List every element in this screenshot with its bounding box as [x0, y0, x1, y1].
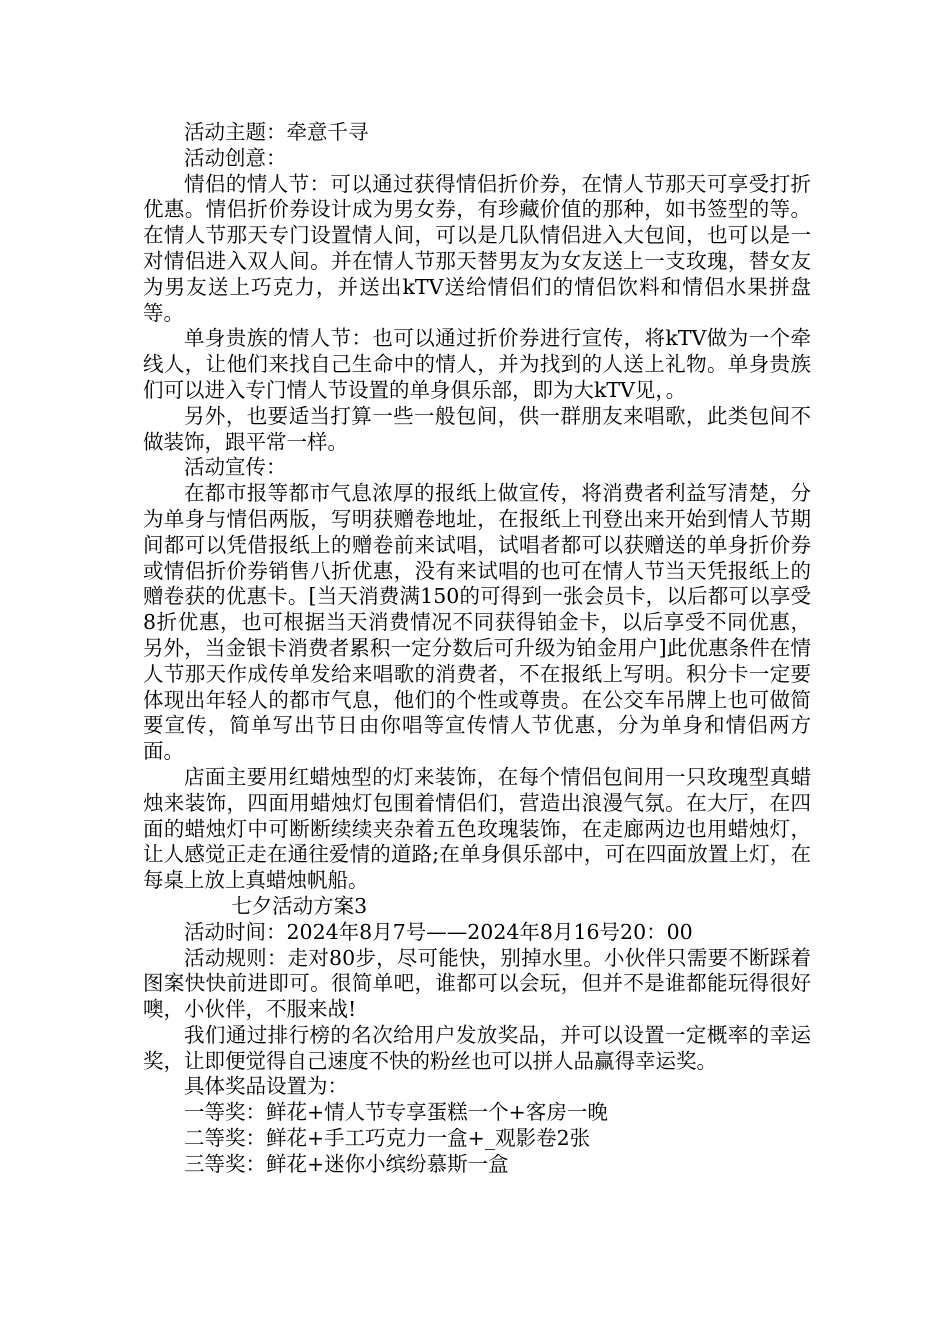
- ranking-paragraph: 我们通过排行榜的名次给用户发放奖品，并可以设置一定概率的幸运奖，让即便觉得自己速度不快的粉丝也可以拼人品赢得幸运奖。: [143, 1022, 811, 1073]
- first-prize: 一等奖：鲜花+情人节专享蛋糕一个+客房一晚: [184, 1100, 608, 1125]
- third-prize: 三等奖：鲜花+迷你小缤纷慕斯一盒: [184, 1151, 509, 1176]
- activity-idea-heading: 活动创意：: [184, 145, 287, 170]
- couple-valentine-paragraph: 情侣的情人节：可以通过获得情侣折价券，在情人节那天可享受打折优惠。情侣折价券设计成为男女券，有珍藏价值的那种，如书签型的等。在情人节那天专门设置情人间，可以是几队情侣进入大包间，也可以是一对情侣进入双人间。并在情人节那天替男友为女友送上一支玫瑰，替女友为男友送上巧克力，并送出kTV送给情侣们的情侣饮料和情侣水果拼盘等。: [143, 171, 811, 325]
- activity-theme: 活动主题：牵意千寻: [184, 120, 369, 144]
- activity-promo-heading: 活动宣传：: [184, 455, 287, 480]
- activity-rules-paragraph: 活动规则：走对80步，尽可能快，别掉水里。小伙伴只需要不断踩着图案快快前进即可。很简单吧，谁都可以会玩，但并不是谁都能玩得很好噢，小伙伴，不服来战!: [143, 945, 811, 1022]
- single-valentine-paragraph: 单身贵族的情人节：也可以通过折价券进行宣传，将kTV做为一个牵线人，让他们来找自己生命中的情人，并为找到的人送上礼物。单身贵族们可以进入专门情人节设置的单身俱乐部，即为大kTV见，。: [143, 326, 811, 402]
- second-prize: 二等奖：鲜花+手工巧克力一盒+_观影卷2张: [184, 1126, 591, 1151]
- promo-paragraph: 在都市报等都市气息浓厚的报纸上做宣传，将消费者利益写清楚，分为单身与情侣两版，写明获赠卷地址，在报纸上刊登出来开始到情人节期间都可以凭借报纸上的赠卷前来试唱，试唱者都可以获赠送的单身折价券或情侣折价券销售八折优惠，没有来试唱的也可在情人节当天凭报纸上的赠卷获的优惠卡。[当天消费满150的可得到一张会员卡，以后都可以享受8折优惠，也可根据当天消费情况不同获得铂金卡，以后享受不同优惠，另外，当金银卡消费者累积一定分数后可升级为铂金用户]此优惠条件在情人节那天作成传单发给来唱歌的消费者，不在报纸上写明。积分卡一定要体现出年轻人的都市气息，他们的个性或尊贵。在公交车吊牌上也可做简要宣传，简单写出节日由你唱等宣传情人节优惠，分为单身和情侣两方面。: [143, 481, 811, 764]
- general-room-paragraph: 另外，也要适当打算一些一般包间，供一群朋友来唱歌，此类包间不做装饰，跟平常一样。: [143, 403, 811, 454]
- plan3-heading: 七夕活动方案3: [231, 893, 368, 918]
- prizes-heading: 具体奖品设置为：: [184, 1074, 348, 1099]
- decoration-paragraph: 店面主要用红蜡烛型的灯来装饰，在每个情侣包间用一只玫瑰型真蜡烛来装饰，四面用蜡烛灯包围着情侣们，营造出浪漫气氛。在大厅，在四面的蜡烛灯中可断断续续夹杂着五色玫瑰装饰，在走廊两边也用蜡烛灯，让人感觉正走在通往爱情的道路;在单身俱乐部中，可在四面放置上灯，在每桌上放上真蜡烛帆船。: [143, 764, 811, 893]
- document-page: [143, 120, 811, 1178]
- activity-time: 活动时间：2024年8月7号——2024年8月16号20：00: [184, 919, 693, 944]
